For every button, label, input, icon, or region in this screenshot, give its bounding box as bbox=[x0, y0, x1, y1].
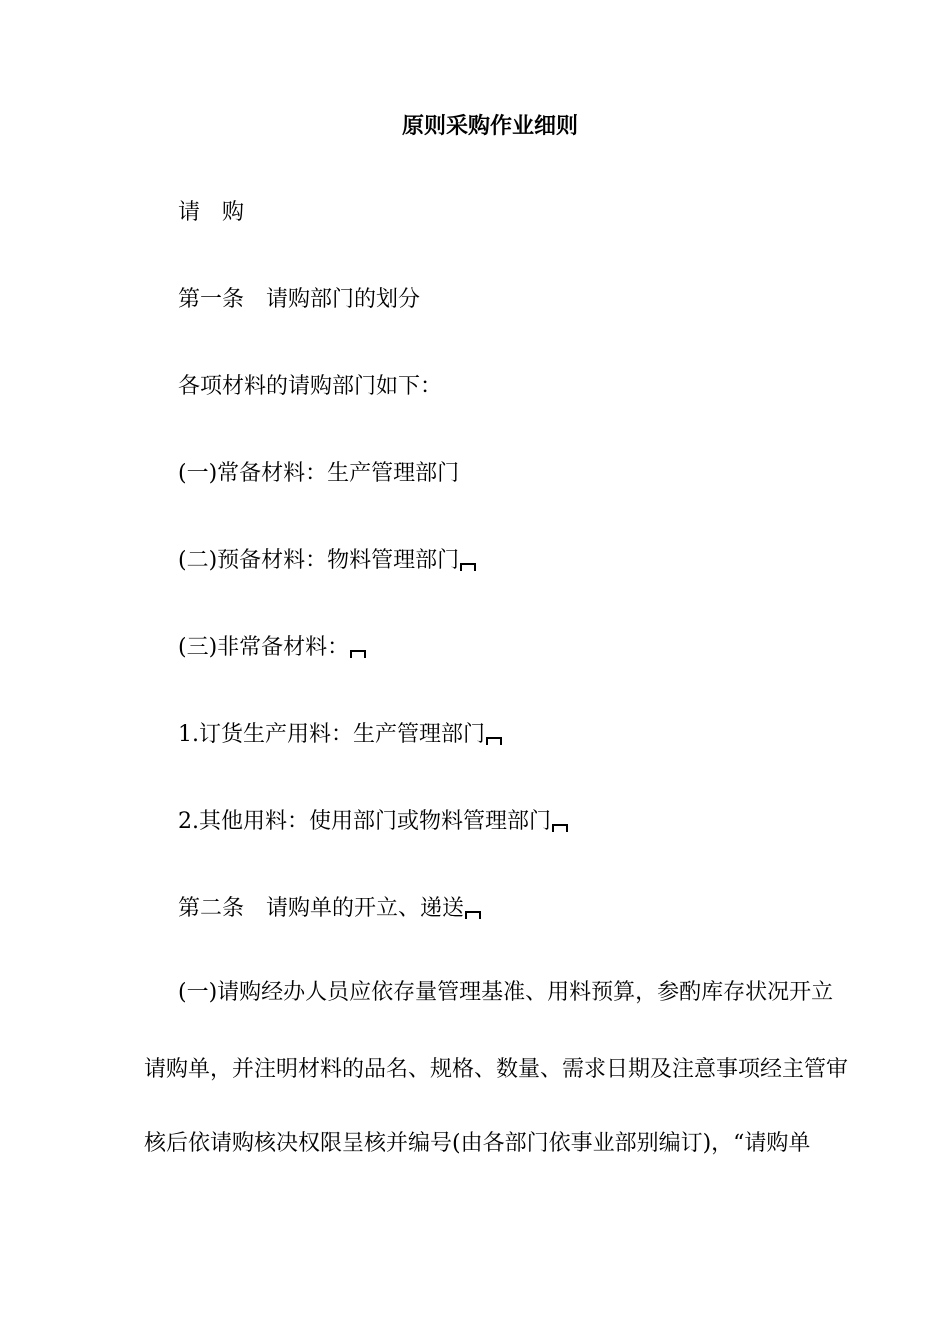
paragraph-mark-icon bbox=[486, 737, 502, 745]
paragraph-line: 核后依请购核决权限呈核并编号(由各部门依事业部别编订)，“请购单 bbox=[144, 1131, 811, 1156]
article-1-label: 第一条 bbox=[178, 287, 245, 312]
list-item-text: 2.其他用料：使用部门或物料管理部门 bbox=[178, 809, 551, 834]
list-item-text: 1.订货生产用料：生产管理部门 bbox=[178, 722, 485, 747]
paragraph-mark-icon bbox=[460, 563, 476, 571]
article-2-heading bbox=[178, 894, 481, 924]
section-heading: 请 购 bbox=[178, 200, 245, 225]
paragraph-mark-icon bbox=[465, 911, 481, 919]
list-item bbox=[178, 546, 476, 576]
list-item-text: (三)非常备材料： bbox=[178, 635, 350, 660]
list-item bbox=[178, 807, 568, 837]
paragraph-mark-icon bbox=[350, 650, 366, 658]
article-1-title: 请购部门的划分 bbox=[266, 287, 421, 312]
paragraph-line: (一)请购经办人员应依存量管理基准、用料预算，参酌库存状况开立 bbox=[178, 980, 834, 1005]
paragraph-mark-icon bbox=[552, 824, 568, 832]
list-item-text: (二)预备材料：物料管理部门 bbox=[178, 548, 460, 573]
paragraph-line: 请购单，并注明材料的品名、规格、数量、需求日期及注意事项经主管审 bbox=[144, 1057, 849, 1082]
article-2-label: 第二条 bbox=[178, 896, 245, 921]
article-1-heading bbox=[178, 285, 420, 315]
list-item bbox=[178, 720, 502, 750]
intro-text: 各项材料的请购部门如下： bbox=[178, 374, 443, 399]
list-item: (一)常备材料：生产管理部门 bbox=[178, 461, 460, 486]
article-2-title: 请购单的开立、递送 bbox=[266, 896, 465, 921]
document-title: 原则采购作业细则 bbox=[401, 114, 578, 139]
list-item bbox=[178, 633, 366, 663]
